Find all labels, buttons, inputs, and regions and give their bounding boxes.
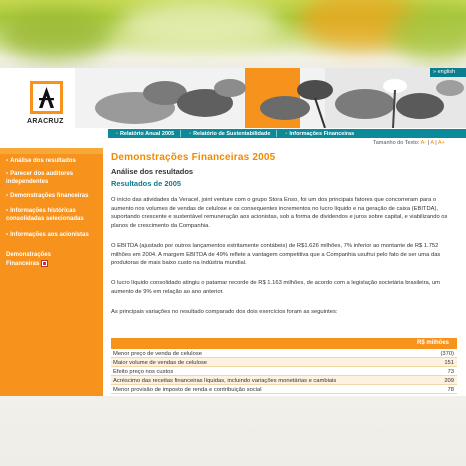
header bbox=[0, 68, 466, 138]
sidebar-item-label: Demonstrações Financeiras bbox=[6, 252, 52, 267]
text-size-normal[interactable]: A bbox=[430, 140, 434, 146]
text-size-increase[interactable]: A+ bbox=[437, 140, 445, 146]
topnav-relatorio-sustentabilidade[interactable] bbox=[181, 131, 276, 137]
top-navigation bbox=[108, 129, 466, 138]
sidebar bbox=[0, 148, 103, 396]
table-row bbox=[111, 358, 457, 367]
topnav-label: Relatório de Sustentabilidade bbox=[193, 130, 271, 137]
page-subtitle: Análise dos resultados bbox=[111, 167, 194, 176]
sidebar-item-label: Análise dos resultados bbox=[10, 158, 76, 164]
text-size-decrease[interactable]: A- bbox=[420, 140, 427, 146]
table-row-label: Menor preço de venda de celulose bbox=[113, 350, 202, 357]
topnav-relatorio-anual[interactable] bbox=[108, 131, 180, 137]
separator: | bbox=[427, 140, 430, 146]
table-row bbox=[111, 385, 457, 394]
text-size-label: Tamanho do Texto: bbox=[373, 140, 420, 146]
aracruz-logo-icon bbox=[30, 81, 63, 114]
page-title: Demonstrações Financeiras 2005 bbox=[111, 152, 276, 163]
table-row-value: 73 bbox=[447, 368, 454, 375]
sidebar-item-acionistas[interactable] bbox=[6, 232, 98, 240]
logo-wordmark: ARACRUZ bbox=[27, 118, 64, 125]
table-row-label: Menor provisão de imposto de renda e contribuição social bbox=[113, 386, 262, 393]
results-table bbox=[111, 338, 457, 394]
table-row-label: Acréscimo das receitas financeiras líquidas, incluindo variações monetárias e cambiais bbox=[113, 377, 337, 384]
table-row bbox=[111, 367, 457, 376]
page bbox=[0, 68, 466, 396]
sidebar-item-label: Parecer dos auditores independentes bbox=[6, 171, 74, 185]
table-row-value: 209 bbox=[444, 377, 454, 384]
section-title: Resultados de 2005 bbox=[111, 179, 182, 188]
bullet-icon: • bbox=[116, 130, 118, 137]
background-blur bbox=[0, 10, 110, 60]
language-switch bbox=[430, 68, 466, 77]
bullet-icon: • bbox=[189, 130, 192, 137]
paragraph: O EBITDA (ajustado por outros lançamentos estritamente contábeis) de R$1.626 milhões, 7% inferior ao montante de R$ 1.752 milhões em 2004. A margem EBITDA de 49% reflete a vantagem competitiva que a Companhia usufrui pelo fato de ser uma das produtoras de mais baixo custo na indústria mundial. bbox=[111, 243, 441, 267]
bullet-icon: • bbox=[6, 208, 9, 214]
bullet-icon: • bbox=[6, 193, 9, 199]
table-row-value: 151 bbox=[444, 359, 454, 366]
sidebar-item-demonstracoes-pdf[interactable] bbox=[6, 252, 64, 268]
sidebar-top-strip bbox=[0, 148, 103, 154]
bullet-icon: • bbox=[285, 130, 288, 137]
sidebar-item-label: Informações históricas consolidadas selecionadas bbox=[6, 208, 84, 222]
topnav-informacoes-financeiras[interactable] bbox=[277, 131, 360, 137]
sidebar-item-demonstracoes[interactable] bbox=[6, 193, 98, 201]
table-header bbox=[111, 338, 457, 349]
table-row-value: 78 bbox=[447, 386, 454, 393]
topnav-label: Relatório Anual 2005 bbox=[119, 130, 175, 137]
topnav-label: Informações Financeiras bbox=[289, 130, 355, 137]
paragraph: O lucro líquido consolidado atingiu o patamar recorde de R$ 1.163 milhões, de acordo com a legislação societária brasileira, um aumento de 9% em relação ao ano anterior. bbox=[111, 280, 440, 295]
sidebar-item-label: Informações aos acionistas bbox=[10, 232, 89, 238]
table-row-value: (370) bbox=[440, 350, 454, 357]
logo[interactable] bbox=[0, 68, 75, 138]
paragraph: As principais variações no resultado comparado dos dois exercícios foram as seguintes: bbox=[111, 309, 338, 315]
table-row-label: Efeito preço nos custos bbox=[113, 368, 174, 375]
text-size-control bbox=[373, 140, 445, 146]
table-row bbox=[111, 376, 457, 385]
sidebar-item-analise[interactable] bbox=[6, 158, 98, 166]
sidebar-item-label: Demonstrações financeiras bbox=[10, 193, 89, 199]
background-blur bbox=[390, 5, 466, 60]
pdf-icon bbox=[41, 260, 48, 267]
table-header-unit: R$ milhões bbox=[416, 340, 449, 346]
background-blur bbox=[120, 0, 280, 50]
paragraph: O início das atividades da Veracel, joint venture com o grupo Stora Enso, foi um dos principais fatores que concorreram para o aumento nos volumes de vendas de celulose e os consequentes incrementos no lucro líquido e na geração de caixa (EBITDA), suportando crescente e sustentável remuneração aos acionistas, sob a forma de dividendos e juros sobre capital, e viabilizando os planos de crescimento da Companhia. bbox=[111, 197, 448, 229]
english-link[interactable]: » english bbox=[433, 69, 456, 75]
sidebar-item-parecer[interactable] bbox=[6, 171, 98, 186]
background-blur bbox=[0, 396, 466, 466]
header-banner bbox=[75, 68, 466, 128]
table-row bbox=[111, 349, 457, 358]
bullet-icon: • bbox=[6, 232, 9, 238]
separator: | bbox=[435, 140, 437, 146]
bullet-icon: • bbox=[6, 171, 9, 177]
main-content bbox=[111, 140, 461, 396]
table-row-label: Maior volume de vendas de celulose bbox=[113, 359, 208, 366]
bullet-icon: • bbox=[6, 158, 9, 164]
sidebar-item-historicas[interactable] bbox=[6, 208, 98, 223]
